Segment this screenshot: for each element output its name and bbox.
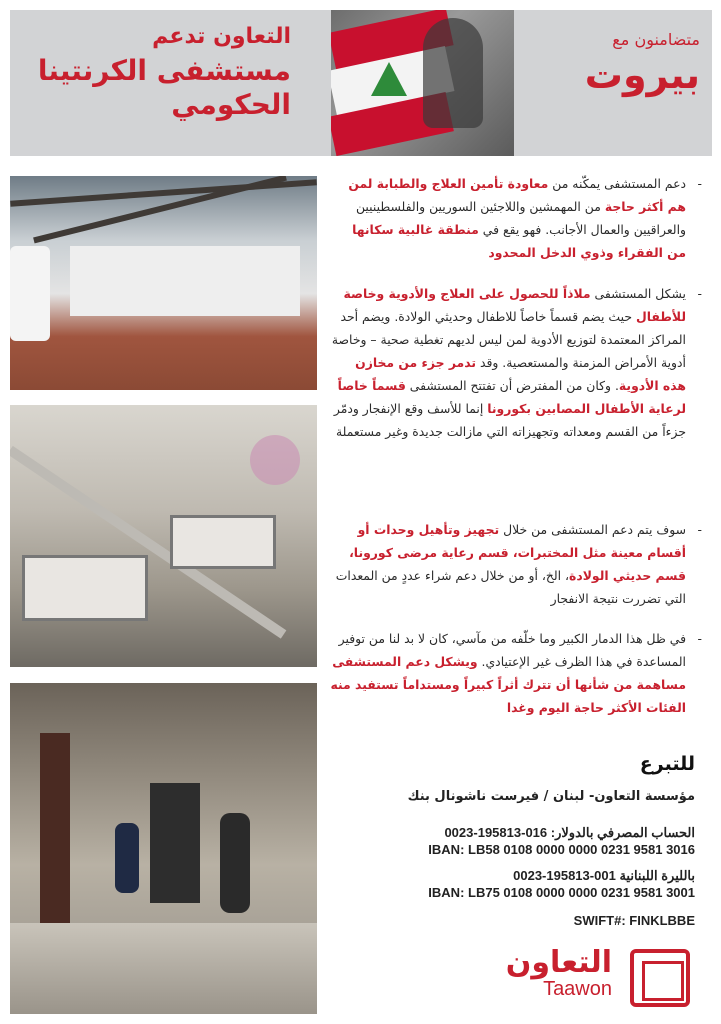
account-usd-iban: IBAN: LB58 0108 0000 0000 0231 9581 3016 bbox=[428, 842, 695, 857]
wall-mural bbox=[250, 435, 300, 485]
bullet-2 bbox=[330, 282, 702, 443]
roof-beam bbox=[33, 176, 287, 243]
logo-arabic: التعاون bbox=[505, 945, 612, 980]
donation-section bbox=[330, 753, 695, 804]
body-text: دعم المستشفى يمكّنه من bbox=[548, 176, 686, 191]
child-figure bbox=[423, 18, 483, 128]
bullet-2-text bbox=[330, 282, 702, 443]
hospital-bed bbox=[22, 555, 148, 621]
solidarity-small: متضامنون مع bbox=[612, 30, 700, 49]
body-text: من المهمشين واللاجئين السوريين والفلسطينيين والعراقيين والعمال الأجانب. فهو يقع في bbox=[355, 199, 686, 237]
account-lbp bbox=[330, 867, 695, 901]
body-text: في ظل هذا الدمار الكبير وما خلّفه من مآسي، كان لا بد لنا من توفير المساعدة في هذا الظرف غير الإعتيادي. bbox=[338, 631, 686, 669]
body-text: ، الخ، أو من خلال دعم شراء عددٍ من المعدات التي تضررت نتيجة الانفجار bbox=[335, 568, 686, 606]
account-usd-line: الحساب المصرفي بالدولار: 016-195813-0023 bbox=[444, 825, 695, 840]
logo-english: Taawon bbox=[543, 978, 612, 1000]
page-title bbox=[31, 20, 291, 122]
account-lbp-iban: IBAN: LB75 0108 0000 0000 0231 9581 3001 bbox=[428, 885, 695, 900]
header-photo-child-with-flag bbox=[331, 10, 514, 156]
body-text: . وكان من المفترض أن تفتتح المستشفى bbox=[405, 378, 619, 393]
highlight-text: ملاذاً للحصول على العلاج والأدوية وخاصة للأطفال bbox=[343, 286, 686, 324]
highlight-text: قسماً خاصاً لرعاية الأطفال المصابين بكورونا bbox=[337, 378, 686, 416]
rubble-floor bbox=[10, 923, 317, 1014]
highlight-text: تدمر جزء من مخازن هذه الأدوية bbox=[355, 355, 686, 393]
title-line-3: الحكومي bbox=[171, 88, 291, 121]
title-line-2: مستشفى الكرنتينا bbox=[37, 54, 291, 87]
bullet-3-text bbox=[330, 518, 702, 610]
taawon-logo bbox=[500, 945, 700, 1009]
body-text: إنما للأسف وقع الإنفجار ودمّر جزءاً من القسم ومعداته وتجهيزاته التي مازالت جديدة وغير مستعملة bbox=[333, 401, 686, 439]
corridor-end bbox=[150, 783, 200, 903]
cedar-icon bbox=[371, 62, 407, 96]
body-text: سوف يتم دعم المستشفى من خلال bbox=[499, 522, 686, 537]
broken-door bbox=[40, 733, 70, 923]
bullet-1 bbox=[330, 172, 702, 264]
account-usd bbox=[330, 824, 695, 858]
worker-figure bbox=[220, 813, 250, 913]
solidarity-city: بيروت bbox=[584, 53, 700, 97]
body-text: حيث يضم قسماً خاصاً للاطفال وحديثي الولادة. ويضم أحد المراكز المعتمدة لتوزيع الأدوية لمن ليس لديهم تغطية صحية – وخاصة أدوية الأمراض المزمنة والمستعصية. وقد bbox=[331, 309, 686, 370]
highlight-text: تجهيز وتأهيل وحدات أو أقسام معينة مثل المختبرات، قسم رعاية مرضى كورونا، قسم حديثي الولادة bbox=[349, 522, 686, 583]
hospital-bed bbox=[170, 515, 276, 569]
account-lbp-line: بالليرة اللبنانية 001-195813-0023 bbox=[513, 868, 695, 883]
donate-org: مؤسسة التعاون- لبنان / فيرست ناشونال بنك bbox=[407, 789, 695, 804]
bullet-3 bbox=[330, 518, 702, 610]
photo-damaged-corridor bbox=[10, 683, 317, 1014]
solidarity-label bbox=[535, 30, 700, 97]
worker-figure bbox=[115, 823, 139, 893]
bullet-4-text bbox=[330, 627, 702, 719]
highlight-text: ويشكل دعم المستشفى مساهمة من شأنها أن تترك أثراً كبيراً ومستداماً تستفيد منه الفئات الأكثر حاجة اليوم وغدا bbox=[330, 654, 686, 715]
highlight-text: معاودة تأمين العلاج والطبابة لمن هم أكثر حاجة bbox=[348, 176, 686, 214]
bullet-4 bbox=[330, 627, 702, 719]
body-text: يشكل المستشفى bbox=[590, 286, 686, 301]
photo-damaged-ward bbox=[10, 405, 317, 667]
parked-van bbox=[10, 246, 50, 341]
building-wall bbox=[70, 246, 300, 316]
donate-title: للتبرع bbox=[639, 753, 695, 775]
swift-code: SWIFT#: FINKLBBE bbox=[573, 913, 695, 928]
logo-mark-icon bbox=[630, 949, 690, 1007]
title-line-1: التعاون تدعم bbox=[152, 24, 291, 49]
bullet-1-text bbox=[330, 172, 702, 264]
photo-damaged-courtyard bbox=[10, 176, 317, 390]
highlight-text: منطقة غالبية سكانها من الفقراء وذوي الدخل المحدود bbox=[352, 222, 686, 260]
